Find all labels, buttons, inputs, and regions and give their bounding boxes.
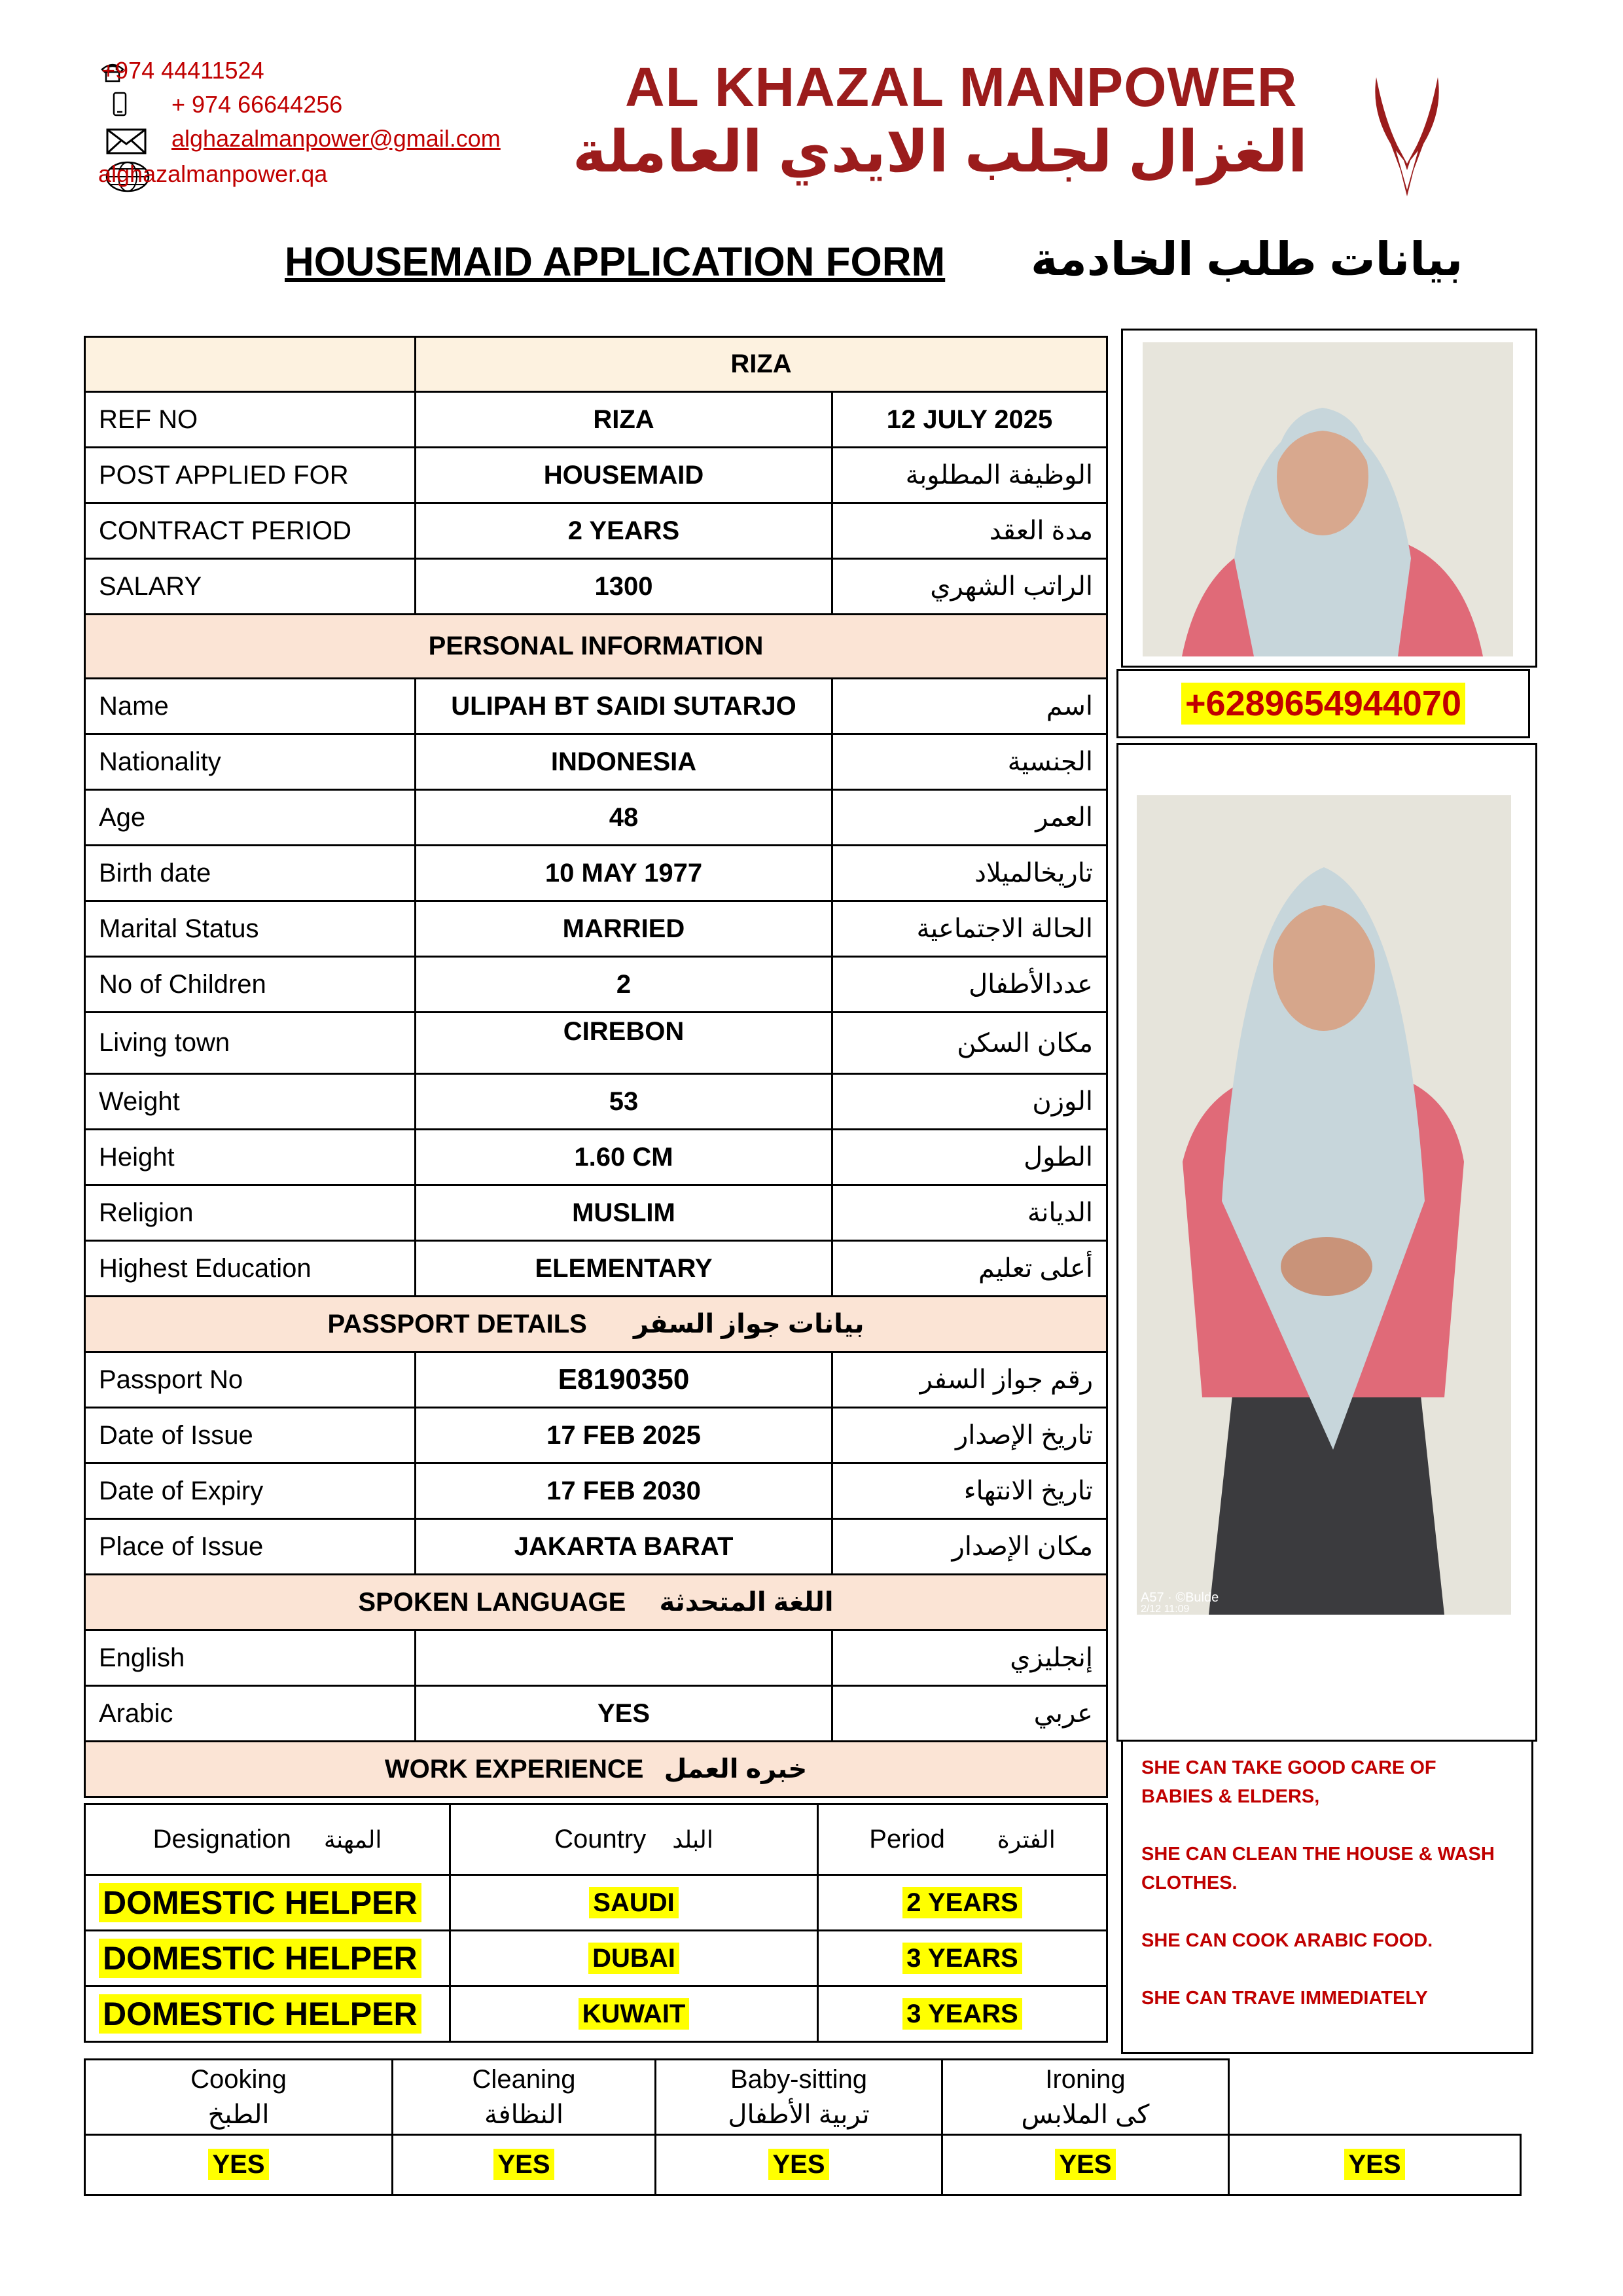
- table-row: [85, 846, 1107, 901]
- row-label-ar: أعلى تعليم: [832, 1241, 1107, 1297]
- table-row: [85, 957, 1107, 1013]
- website-link[interactable]: alghazalmanpower.qa: [98, 160, 328, 187]
- section-header: [85, 615, 1107, 679]
- row-value: CIREBON: [416, 1013, 832, 1074]
- row-label-ar: الوظيفة المطلوبة: [832, 448, 1107, 503]
- note-item: SHE CAN TRAVE IMMEDIATELY: [1141, 1988, 1428, 2009]
- table-row: [85, 1130, 1107, 1185]
- skill-cooking: Cooking الطبخ: [85, 2060, 393, 2135]
- row-value: HOUSEMAID: [416, 448, 832, 503]
- passport-header-ar: بيانات جواز السفر: [633, 1310, 865, 1338]
- phone-1[interactable]: +974 44411524: [101, 57, 264, 84]
- table-row: [85, 790, 1107, 846]
- ref-label: REF NO: [85, 392, 416, 448]
- work-header-en: WORK EXPERIENCE: [384, 1755, 644, 1784]
- note-item: SHE CAN CLEAN THE HOUSE & WASH CLOTHES.: [1141, 1844, 1495, 1893]
- row-label-ar: إنجليزي: [832, 1630, 1107, 1686]
- row-label: SALARY: [85, 559, 416, 615]
- table-row: [85, 1686, 1107, 1742]
- table-row: [85, 392, 1107, 448]
- table-row: [85, 1352, 1107, 1408]
- row-value: MUSLIM: [416, 1185, 832, 1241]
- row-value: E8190350: [416, 1352, 832, 1408]
- row-label: Arabic: [85, 1686, 416, 1742]
- row-value: 1300: [416, 559, 832, 615]
- skill-cleaning: Cleaning النظافة: [393, 2060, 656, 2135]
- row-label-ar: عربي: [832, 1686, 1107, 1742]
- note-item: SHE CAN TAKE GOOD CARE OF BABIES & ELDERS,: [1141, 1757, 1436, 1807]
- row-label-ar: مكان الإصدار: [832, 1519, 1107, 1575]
- row-label-ar: الحالة الاجتماعية: [832, 901, 1107, 957]
- application-table: [84, 336, 1108, 1798]
- row-value: 2: [416, 957, 832, 1013]
- language-header-ar: اللغة المتحدثة: [659, 1588, 834, 1617]
- skill-empty: [1229, 2060, 1521, 2135]
- row-value: INDONESIA: [416, 734, 832, 790]
- skill-value: YES: [1229, 2135, 1521, 2195]
- table-row: [85, 448, 1107, 503]
- row-value: MARRIED: [416, 901, 832, 957]
- phone-2[interactable]: + 974 66644256: [171, 91, 343, 118]
- table-row: [85, 503, 1107, 559]
- designation-cell: DOMESTIC HELPER: [85, 1986, 450, 2042]
- row-value: YES: [416, 1686, 832, 1742]
- row-value: 2 YEARS: [416, 503, 832, 559]
- brand-name-ar: الغزال لجلب الايدي العاملة: [573, 119, 1308, 184]
- row-value: 17 FEB 2025: [416, 1408, 832, 1463]
- row-label: Place of Issue: [85, 1519, 416, 1575]
- row-label: Weight: [85, 1074, 416, 1130]
- work-header: [85, 1742, 1107, 1797]
- table-row: [85, 1463, 1107, 1519]
- gazelle-logo-icon: [1364, 72, 1450, 206]
- table-row: [85, 559, 1107, 615]
- passport-header: [85, 1297, 1107, 1352]
- full-body-photo: [1137, 795, 1511, 1615]
- skill-baby-sitting: Baby-sitting تربية الأطفال: [656, 2060, 942, 2135]
- table-row: [85, 679, 1107, 734]
- country-cell: KUWAIT: [450, 1986, 818, 2042]
- table-row: [85, 1804, 1107, 1875]
- row-label-ar: اسم: [832, 679, 1107, 734]
- row-label: Highest Education: [85, 1241, 416, 1297]
- top-code: RIZA: [416, 337, 1107, 392]
- brand-name-en: AL KHAZAL MANPOWER: [625, 56, 1298, 118]
- table-row: [85, 1630, 1107, 1686]
- table-row: [85, 901, 1107, 957]
- row-label: Living town: [85, 1013, 416, 1074]
- row-label: English: [85, 1630, 416, 1686]
- row-label: Date of Expiry: [85, 1463, 416, 1519]
- skill-value: YES: [656, 2135, 942, 2195]
- row-value: 10 MAY 1977: [416, 846, 832, 901]
- row-value: ELEMENTARY: [416, 1241, 832, 1297]
- col-period: Period الفترة: [818, 1804, 1107, 1875]
- language-header: [85, 1575, 1107, 1630]
- row-label: No of Children: [85, 957, 416, 1013]
- table-row: [85, 1185, 1107, 1241]
- full-body-photo-frame: [1116, 743, 1537, 1742]
- table-row: [85, 1519, 1107, 1575]
- row-value: 1.60 CM: [416, 1130, 832, 1185]
- table-row: [85, 2060, 1521, 2135]
- designation-cell: DOMESTIC HELPER: [85, 1931, 450, 1986]
- table-row: [85, 734, 1107, 790]
- country-cell: SAUDI: [450, 1875, 818, 1931]
- designation-cell: DOMESTIC HELPER: [85, 1875, 450, 1931]
- mobile-icon: [113, 92, 127, 126]
- table-row: [85, 1931, 1107, 1986]
- row-label: Birth date: [85, 846, 416, 901]
- row-label: Height: [85, 1130, 416, 1185]
- row-label-ar: رقم جواز السفر: [832, 1352, 1107, 1408]
- row-label: Religion: [85, 1185, 416, 1241]
- row-value: JAKARTA BARAT: [416, 1519, 832, 1575]
- row-value: [416, 1630, 832, 1686]
- email-link[interactable]: alghazalmanpower@gmail.com: [171, 125, 501, 152]
- section-header: [85, 1297, 1107, 1352]
- row-label-ar: تاريخ الإصدار: [832, 1408, 1107, 1463]
- row-label: Date of Issue: [85, 1408, 416, 1463]
- candidate-notes: [1121, 1740, 1533, 2054]
- row-label: Nationality: [85, 734, 416, 790]
- row-value: 17 FEB 2030: [416, 1463, 832, 1519]
- skill-value: YES: [393, 2135, 656, 2195]
- row-label: Age: [85, 790, 416, 846]
- contact-phone-number[interactable]: +6289654944070: [1181, 683, 1465, 725]
- row-label-ar: الراتب الشهري: [832, 559, 1107, 615]
- photo-stamp: A57 · ©Bulde: [1141, 1590, 1219, 1605]
- row-label: POST APPLIED FOR: [85, 448, 416, 503]
- contact-phone-box: [1116, 669, 1530, 738]
- skills-table: [84, 2058, 1522, 2196]
- row-label-ar: تاريخ الانتهاء: [832, 1463, 1107, 1519]
- ref-value: RIZA: [416, 392, 832, 448]
- col-designation: Designation المهنة: [85, 1804, 450, 1875]
- row-value: 48: [416, 790, 832, 846]
- table-row: [85, 1875, 1107, 1931]
- country-cell: DUBAI: [450, 1931, 818, 1986]
- row-value: ULIPAH BT SAIDI SUTARJO: [416, 679, 832, 734]
- row-label-ar: مدة العقد: [832, 503, 1107, 559]
- section-header: [85, 1742, 1107, 1797]
- col-country: Country البلد: [450, 1804, 818, 1875]
- row-label-ar: الطول: [832, 1130, 1107, 1185]
- row-label-ar: الديانة: [832, 1185, 1107, 1241]
- row-label: Passport No: [85, 1352, 416, 1408]
- row-label-ar: الجنسية: [832, 734, 1107, 790]
- skill-ironing: Ironing كى الملابس: [942, 2060, 1229, 2135]
- skill-value: YES: [942, 2135, 1229, 2195]
- passport-header-en: PASSPORT DETAILS: [327, 1310, 587, 1338]
- work-header-ar: خبره العمل: [664, 1755, 808, 1784]
- table-row: [85, 2135, 1521, 2195]
- row-label: CONTRACT PERIOD: [85, 503, 416, 559]
- skill-value: YES: [85, 2135, 393, 2195]
- table-row: [85, 1241, 1107, 1297]
- table-row: [85, 1074, 1107, 1130]
- personal-info-header: PERSONAL INFORMATION: [85, 615, 1107, 679]
- table-row: [85, 1408, 1107, 1463]
- form-title-ar: بيانات طلب الخادمة: [1031, 234, 1463, 285]
- period-cell: 2 YEARS: [818, 1875, 1107, 1931]
- period-cell: 3 YEARS: [818, 1931, 1107, 1986]
- row-label-ar: مكان السكن: [832, 1013, 1107, 1074]
- row-value: 53: [416, 1074, 832, 1130]
- period-cell: 3 YEARS: [818, 1986, 1107, 2042]
- language-header-en: SPOKEN LANGUAGE: [358, 1588, 626, 1617]
- portrait-photo-frame: [1121, 329, 1537, 668]
- row-label-ar: عددالأطفال: [832, 957, 1107, 1013]
- portrait-photo: [1143, 342, 1513, 656]
- ref-date: 12 JULY 2025: [832, 392, 1107, 448]
- row-label: Name: [85, 679, 416, 734]
- note-item: SHE CAN COOK ARABIC FOOD.: [1141, 1930, 1433, 1951]
- table-row: [85, 337, 1107, 392]
- table-row: [85, 1013, 1107, 1074]
- section-header: [85, 1575, 1107, 1630]
- work-experience-table: [84, 1803, 1108, 2043]
- row-label-ar: العمر: [832, 790, 1107, 846]
- form-title-en: HOUSEMAID APPLICATION FORM: [285, 240, 946, 285]
- row-label: Marital Status: [85, 901, 416, 957]
- row-label-ar: تاريخالميلاد: [832, 846, 1107, 901]
- table-row: [85, 1986, 1107, 2042]
- row-label-ar: الوزن: [832, 1074, 1107, 1130]
- photo-time: 2/12 11:09: [1141, 1604, 1190, 1615]
